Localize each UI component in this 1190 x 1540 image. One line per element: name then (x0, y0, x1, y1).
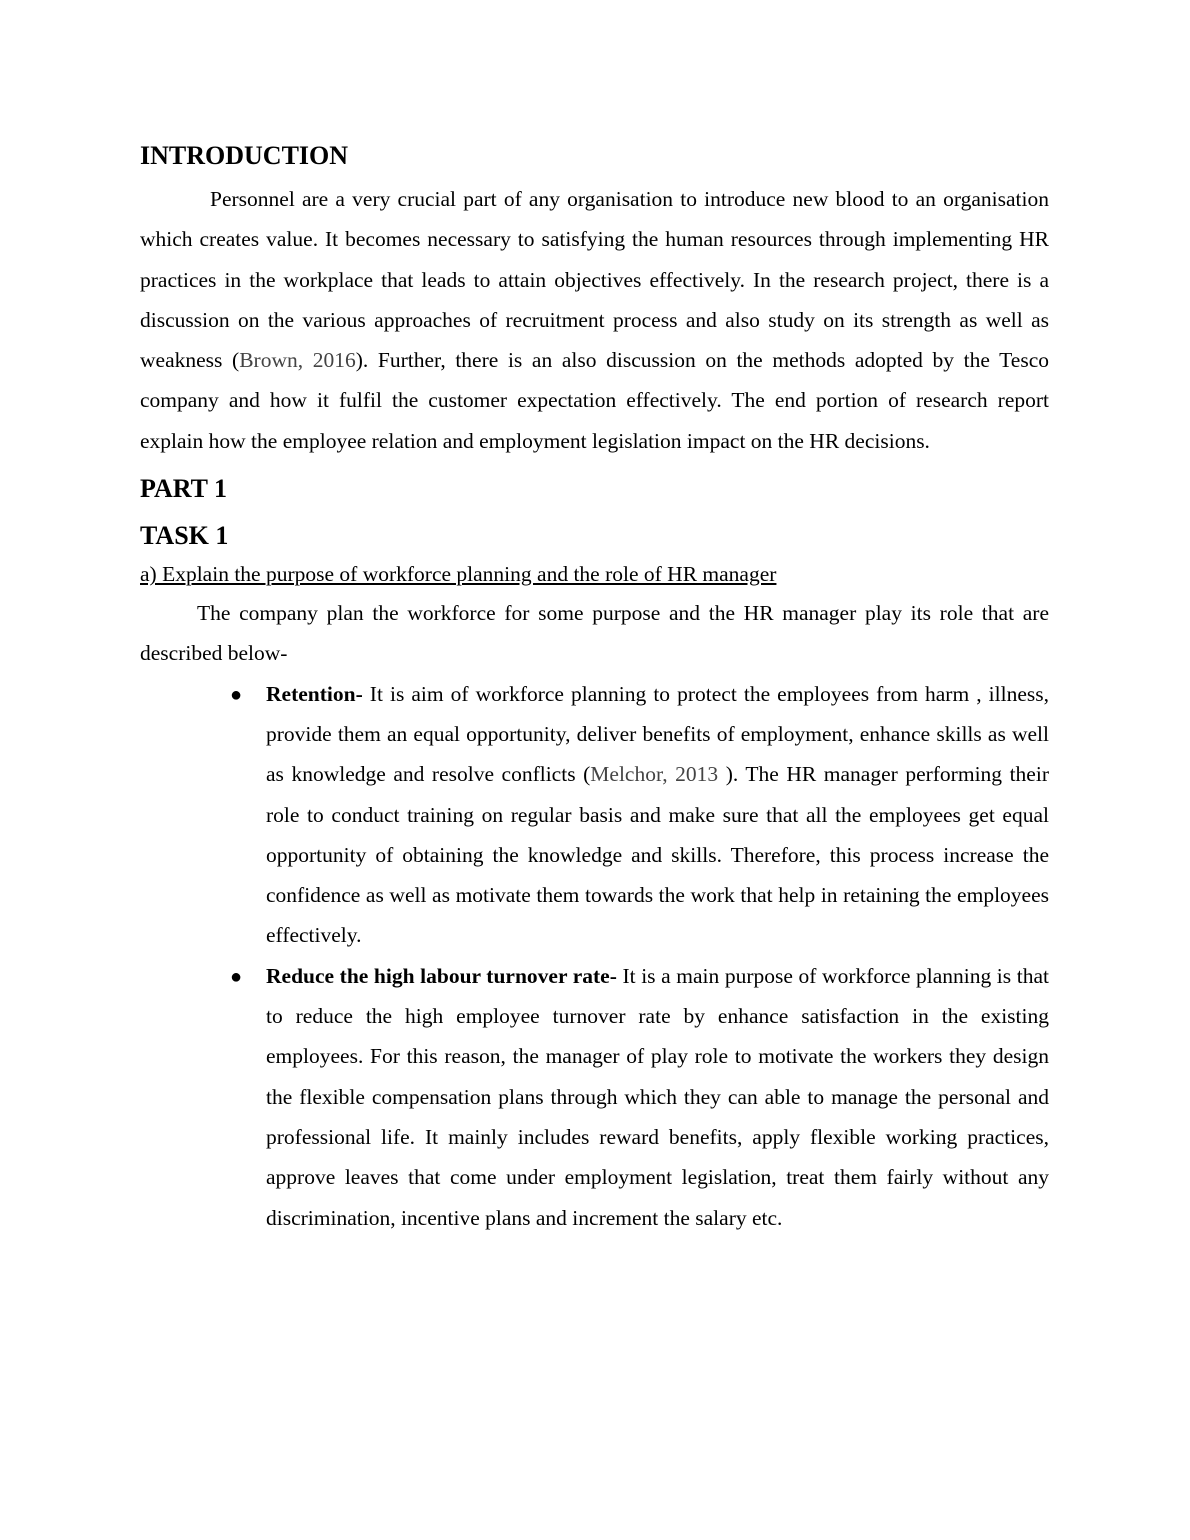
bullet-citation: Melchor, 2013 (590, 762, 719, 787)
bullet-list (140, 674, 1049, 1238)
introduction-heading: INTRODUCTION (140, 141, 349, 170)
task-heading: TASK 1 (140, 521, 229, 551)
introduction-paragraph (140, 179, 1049, 461)
bullet-title: Retention- (266, 681, 363, 706)
introduction-citation: Brown, 2016 (239, 348, 356, 373)
bullet-icon: ● (230, 683, 243, 706)
introduction-text-1: Personnel are a very crucial part of any organisation to introduce new blood to an organisation which creates value. It becomes necessary to satisfying the human resources through implementing HR practices in the workplace that leads to attain objectives effectively. In the research project, there is a discussion on the various approaches of recruitment process and also study on its strength as well as weakness ( (140, 187, 1049, 373)
bullet-text-1: It is a main purpose of workforce planning is that to reduce the high employee turnover rate by enhance satisfaction in the existing employees. For this reason, the manager of play role to motivate the workers they design the flexible compensation plans through which they can able to manage the personal and professional life. It mainly includes reward benefits, apply flexible working practices, approve leaves that come under employment legislation, treat them fairly without any discrimination, incentive plans and increment the salary etc. (266, 963, 1049, 1230)
bullet-icon: ● (230, 965, 243, 988)
task-intro-paragraph: The company plan the workforce for some purpose and the HR manager play its role that are described below- (140, 601, 1049, 666)
list-item (230, 956, 1049, 1238)
list-item (230, 674, 1049, 956)
bullet-title: Reduce the high labour turnover rate- (266, 963, 617, 988)
introduction-text-2: ). Further, there is an also discussion on the methods adopted by the Tesco company and how it fulfil the customer expectation effectively. The end portion of research report explain how the employee relation and employment legislation impact on the HR decisions. (140, 348, 1050, 453)
document-page (140, 138, 1049, 1238)
bullet-text-2: ). The HR manager performing their role to conduct training on regular basis and make sure that all the employees get equal opportunity of obtaining the knowledge and skills. Therefore, this process increase the confidence as well as motivate them towards the work that help in retaining the employees effectively. (266, 762, 1049, 948)
bullet-text-1: It is aim of workforce planning to protect the employees from harm , illness, provide them an equal opportunity, deliver benefits of employment, enhance skills as well as knowledge and resolve conflicts ( (266, 681, 1049, 787)
part-heading: PART 1 (140, 474, 227, 504)
task-subheading: a) Explain the purpose of workforce planning and the role of HR manager (140, 562, 777, 587)
